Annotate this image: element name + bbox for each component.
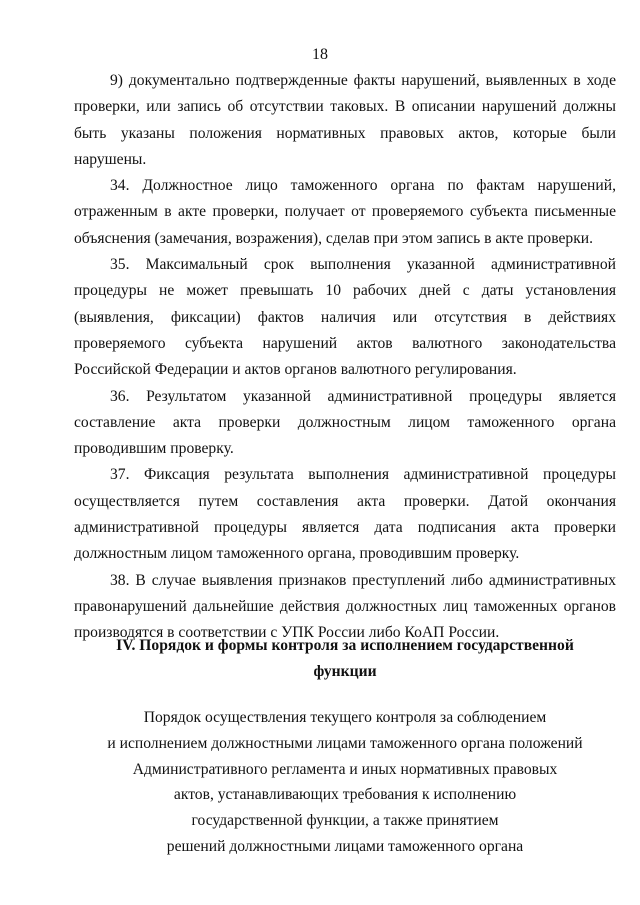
paragraph-34: 34. Должностное лицо таможенного органа по фактам нарушений, отраженным в акте проверки, получает от проверяемого субъекта письменные объяснения (замечания, возражения), сделав при этом запись в акте проверки.	[74, 177, 616, 247]
paragraph-37: 37. Фиксация результата выполнения административной процедуры осуществляется путем составления акта проверки. Датой окончания административной процедуры является дата подписания акта проверки должностным лицом таможенного органа, проводившим проверку.	[74, 466, 616, 563]
section-heading	[74, 633, 616, 686]
paragraph-36: 36. Результатом указанной административной процедуры является составление акта проверки должностным лицом таможенного органа проводившим проверку.	[74, 387, 616, 458]
paragraph-35: 35. Максимальный срок выполнения указанной административной процедуры не может превышать 10 рабочих дней с даты установления (выявления, фиксации) фактов наличия или отсутствия в действиях проверяемого субъекта нарушений актов валютного законодательства Российской Федерации и актов органов валютного регулирования.	[74, 256, 616, 379]
paragraph-38: 38. В случае выявления признаков преступлений либо административных правонарушений дальнейшие действия должностных лиц таможенных органов производятся в соответствии с УПК России либо КоАП России.	[74, 571, 616, 642]
paragraph-item-9: 9) документально подтвержденные факты нарушений, выявленных в ходе проверки, или запись об отсутствии таковых. В описании нарушений должны быть указаны положения нормативных правовых актов, которые были нарушены.	[74, 72, 616, 168]
subheading-line: актов, устанавливающих требования к исполнению	[173, 786, 517, 804]
section-heading-line-2: функции	[313, 663, 377, 681]
body-text	[74, 68, 616, 647]
subheading-line: решений должностными лицами таможенного органа	[166, 837, 524, 855]
page-number: 18	[312, 46, 328, 63]
subheading-line: Административного регламента и иных нормативных правовых	[132, 760, 558, 778]
subheading-line: Порядок осуществления текущего контроля за соблюдением	[143, 709, 547, 726]
section-heading-line-1: IV. Порядок и формы контроля за исполнением государственной	[116, 637, 574, 654]
subheading-line: государственной функции, а также принятием	[191, 812, 499, 830]
subheading-line: и исполнением должностными лицами таможенного органа положений	[107, 734, 583, 752]
section-subheading	[74, 705, 616, 860]
